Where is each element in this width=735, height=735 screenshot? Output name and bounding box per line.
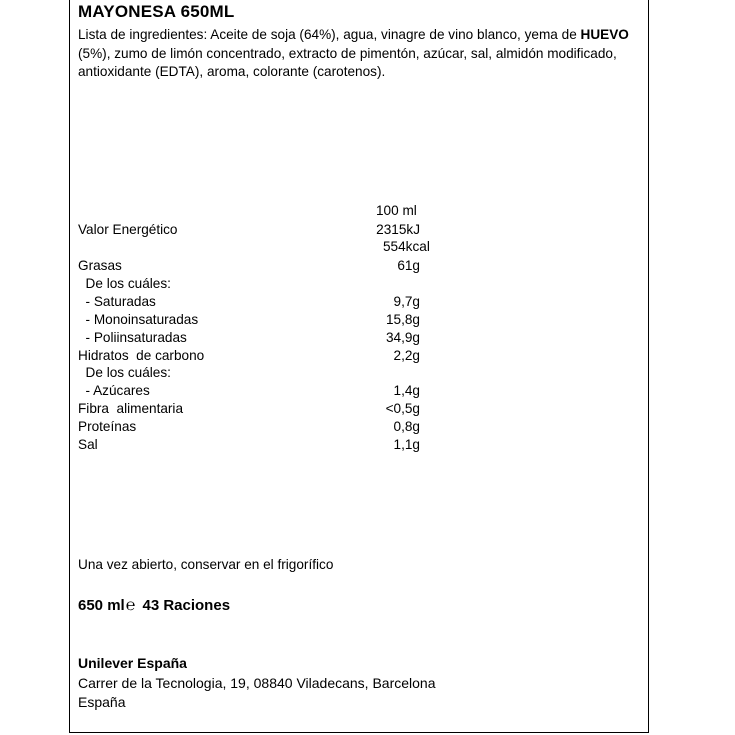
nutrition-row [78,293,438,311]
estimated-sign-icon: ℮ [125,597,136,614]
nutrition-label: Proteínas [78,419,137,435]
nutrition-label: - Saturadas [78,293,156,309]
nutrition-row [78,418,438,436]
product-title: MAYONESA 650ML [78,2,235,21]
nutrition-row [78,329,438,347]
nutrition-label: De los cuáles: [78,275,171,291]
manufacturer-name: Unilever España [78,655,187,671]
nutrition-label: Hidratos de carbono [78,347,205,363]
nutrition-value: 2,2g [393,347,420,363]
nutrition-label: Grasas [78,258,122,273]
ingredients-suffix: (5%), zumo de limón concentrado, extracto de pimentón, azúcar, sal, almidón modificado, antioxidante (EDTA), aroma, colorante (carotenos). [78,45,617,79]
nutrition-value: 9,7g [393,293,420,309]
nutrition-row [78,400,438,418]
nutrition-label: - Azúcares [78,383,150,399]
volume-text: 650 ml [78,597,125,614]
nutrition-value: 34,9g [385,329,420,345]
nutrition-label: De los cuáles: [78,365,171,381]
net-quantity [78,597,230,615]
nutrition-row [78,382,438,400]
nutrition-label: Sal [78,437,98,452]
ingredients-prefix: Lista de ingredientes: Aceite de soja (64%), agua, vinagre de vino blanco, yema de [78,27,581,42]
nutrition-value: 2315kJ [376,222,420,237]
nutrition-row-energy [78,221,438,239]
nutrition-value: 0,8g [393,419,420,435]
storage-instructions: Una vez abierto, conservar en el frigorífico [78,557,334,572]
allergen-highlight: HUEVO [580,27,629,42]
nutrition-value: <0,5g [385,401,420,417]
servings-text: 43 Raciones [142,597,231,614]
nutrition-row [78,436,438,454]
nutrition-row [78,364,438,382]
nutrition-row [78,257,438,275]
nutrition-value: 1,1g [393,437,420,452]
nutrition-column-header: 100 ml [376,203,417,218]
manufacturer-country: España [78,694,126,710]
nutrition-label: Fibra alimentaria [78,401,184,417]
nutrition-value: 61g [397,258,420,273]
nutrition-value: 15,8g [385,311,420,327]
nutrition-label: Valor Energético [78,222,178,237]
nutrition-value: 1,4g [393,383,420,399]
nutrition-label: - Monoinsaturadas [78,311,199,327]
ingredients-list [78,26,644,82]
manufacturer-address: Carrer de la Tecnologia, 19, 08840 Viladecans, Barcelona [78,675,436,691]
nutrition-label: - Poliinsaturadas [78,329,187,345]
nutrition-row [78,311,438,329]
nutrition-energy-kcal: 554kcal [383,239,430,254]
nutrition-row [78,347,438,365]
nutrition-row [78,275,438,293]
